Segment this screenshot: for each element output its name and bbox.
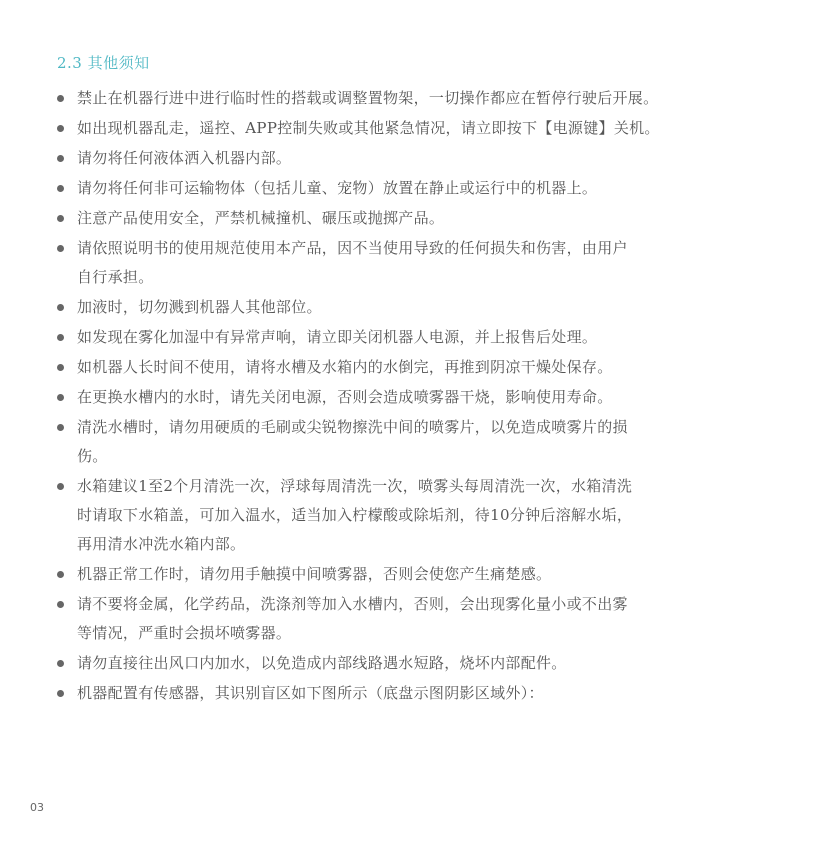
- bullet-icon: [57, 334, 64, 341]
- note-text-line: 禁止在机器行进中进行临时性的搭载或调整置物架，一切操作都应在暂停行驶后开展。: [77, 89, 659, 107]
- note-text-line: 如机器人长时间不使用，请将水槽及水箱内的水倒完，再推到阴凉干燥处保存。: [77, 358, 613, 376]
- bullet-icon: [57, 125, 64, 132]
- note-text-line: 如发现在雾化加湿中有异常声响，请立即关闭机器人电源，并上报售后处理。: [77, 328, 598, 346]
- bullet-icon: [57, 245, 64, 252]
- list-item: [57, 590, 697, 648]
- note-text-line: 加液时，切勿溅到机器人其他部位。: [77, 298, 322, 316]
- bullet-icon: [57, 364, 64, 371]
- note-text-line: 自行承担。: [77, 268, 154, 286]
- list-item: [57, 144, 697, 173]
- bullet-icon: [57, 690, 64, 697]
- list-item: [57, 413, 697, 471]
- bullet-icon: [57, 155, 64, 162]
- note-text-line: 请勿直接往出风口内加水，以免造成内部线路遇水短路，烧坏内部配件。: [77, 654, 567, 672]
- list-item: [57, 472, 697, 559]
- bullet-icon: [57, 185, 64, 192]
- list-item: [57, 174, 697, 203]
- note-text-line: 注意产品使用安全，严禁机械撞机、碾压或抛掷产品。: [77, 209, 445, 227]
- bullet-icon: [57, 660, 64, 667]
- list-item: [57, 114, 697, 143]
- note-text-line: 请不要将金属，化学药品，洗涤剂等加入水槽内，否则，会出现雾化量小或不出雾: [77, 595, 628, 613]
- note-text-line: 机器配置有传感器，其识别盲区如下图所示（底盘示图阴影区域外）：: [77, 684, 544, 702]
- list-item: [57, 383, 697, 412]
- bullet-icon: [57, 394, 64, 401]
- note-text-line: 请依照说明书的使用规范使用本产品，因不当使用导致的任何损失和伤害，由用户: [77, 239, 628, 257]
- bullet-icon: [57, 601, 64, 608]
- bullet-icon: [57, 95, 64, 102]
- list-item: [57, 649, 697, 678]
- page-number: 03: [30, 801, 44, 814]
- list-item: [57, 323, 697, 352]
- bullet-icon: [57, 424, 64, 431]
- section-title: 2.3 其他须知: [57, 54, 150, 72]
- list-item: [57, 84, 697, 113]
- note-text-line: 水箱建议1至2个月清洗一次，浮球每周清洗一次，喷雾头每周清洗一次，水箱清洗: [77, 477, 633, 495]
- list-item: [57, 560, 697, 589]
- bullet-icon: [57, 215, 64, 222]
- list-item: [57, 234, 697, 292]
- note-text-line: 机器正常工作时，请勿用手触摸中间喷雾器，否则会使您产生痛楚感。: [77, 565, 552, 583]
- list-item: [57, 679, 697, 708]
- note-text-line: 伤。: [77, 447, 108, 465]
- note-text-line: 时请取下水箱盖，可加入温水，适当加入柠檬酸或除垢剂，待10分钟后溶解水垢，: [77, 506, 633, 524]
- list-item: [57, 293, 697, 322]
- bullet-icon: [57, 483, 64, 490]
- note-text-line: 等情况，严重时会损坏喷雾器。: [77, 624, 292, 642]
- notes-list: [57, 84, 697, 709]
- note-text-line: 清洗水槽时，请勿用硬质的毛刷或尖锐物擦洗中间的喷雾片，以免造成喷雾片的损: [77, 418, 628, 436]
- note-text-line: 请勿将任何液体洒入机器内部。: [77, 149, 292, 167]
- note-text-line: 再用清水冲洗水箱内部。: [77, 535, 246, 553]
- bullet-icon: [57, 304, 64, 311]
- list-item: [57, 353, 697, 382]
- list-item: [57, 204, 697, 233]
- note-text-line: 请勿将任何非可运输物体（包括儿童、宠物）放置在静止或运行中的机器上。: [77, 179, 598, 197]
- note-text-line: 如出现机器乱走，遥控、APP控制失败或其他紧急情况，请立即按下【电源键】关机。: [77, 119, 660, 137]
- note-text-line: 在更换水槽内的水时，请先关闭电源，否则会造成喷雾器干烧，影响使用寿命。: [77, 388, 613, 406]
- bullet-icon: [57, 571, 64, 578]
